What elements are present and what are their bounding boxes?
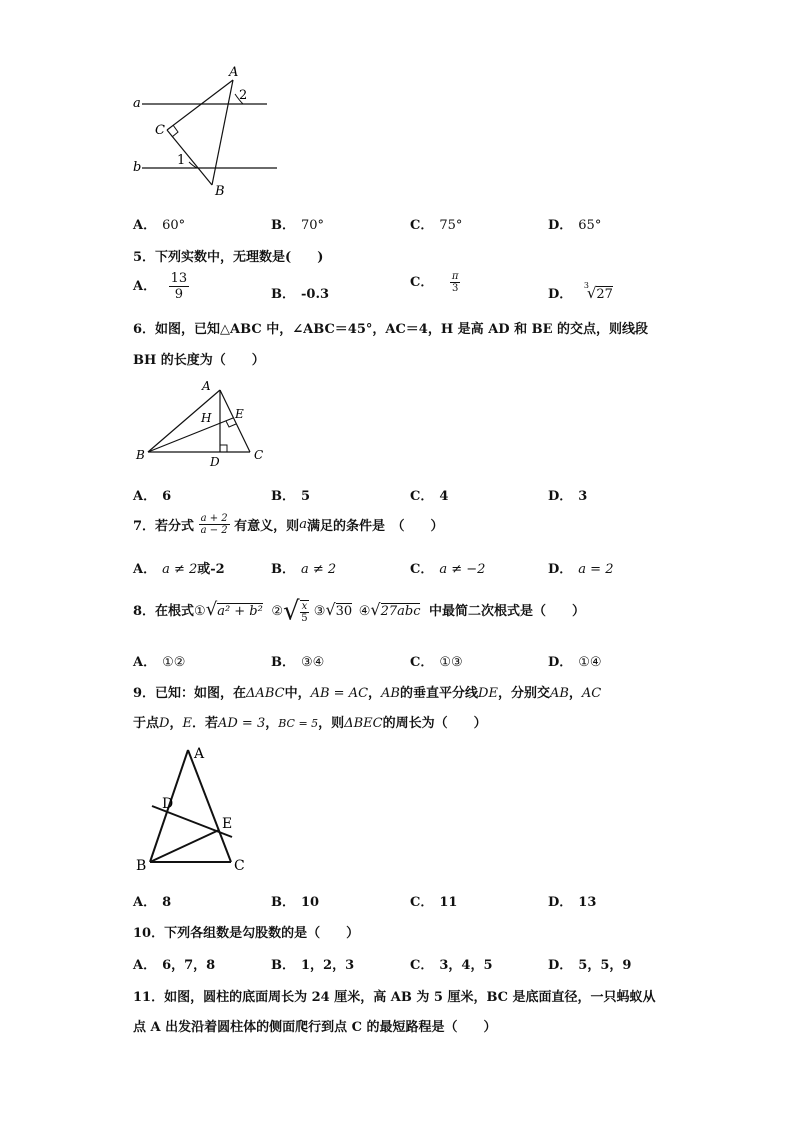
- circle-1: ①: [194, 604, 206, 619]
- figure-triangle-perpendicular-bisector: [128, 742, 268, 878]
- q5-option-d[interactable]: [548, 283, 613, 302]
- option-letter: B．: [271, 655, 295, 670]
- q10-option-a[interactable]: [133, 954, 215, 973]
- option-letter: B．: [271, 489, 295, 504]
- q8-suffix: 中最简二次根式是（ ）: [429, 604, 586, 619]
- q10-option-b[interactable]: [271, 954, 354, 973]
- option-value: 75°: [439, 218, 463, 233]
- text: 于点: [133, 716, 160, 731]
- q11-stem-line2: 点 A 出发沿着圆柱体的侧面爬行到点 C 的最短路程是（ ）: [133, 1020, 497, 1035]
- q7-option-b[interactable]: [271, 558, 336, 577]
- q6-option-a[interactable]: [133, 485, 171, 504]
- denominator: 3: [451, 283, 459, 294]
- text: 中，: [284, 686, 311, 701]
- text: ，: [368, 686, 382, 701]
- q5-stem: 5．下列实数中，无理数是( ): [133, 250, 324, 265]
- q7-option-c[interactable]: [410, 558, 485, 577]
- q4-option-a[interactable]: [133, 214, 185, 233]
- label-C: C: [254, 448, 264, 462]
- q6-option-b[interactable]: [271, 485, 310, 504]
- q7-stem: [133, 513, 443, 536]
- q9-option-d[interactable]: [548, 891, 596, 910]
- figure-triangle-abc-heights: [130, 376, 270, 471]
- option-value: 4: [439, 489, 449, 504]
- option-value: 5: [301, 489, 311, 504]
- q6-option-d[interactable]: [548, 485, 587, 504]
- option-letter: A．: [133, 958, 157, 973]
- option-letter: B．: [271, 895, 295, 910]
- root-index: 3: [583, 281, 589, 290]
- text: ，分别交: [497, 686, 550, 701]
- q8-option-b[interactable]: [271, 651, 324, 670]
- q11-stem-line1: 11．如图，圆柱的底面周长为 24 厘米，高 AB 为 5 厘米，BC 是底面直径，一只蚂蚁从: [133, 990, 656, 1005]
- label-2: 2: [239, 88, 248, 103]
- math: ΔBEC: [344, 716, 383, 731]
- math: AB = AC: [310, 686, 369, 701]
- denominator: 5: [301, 612, 308, 624]
- option-value: ①③: [439, 655, 463, 670]
- option-letter: B．: [271, 562, 295, 577]
- text: ，则: [318, 716, 345, 731]
- option-letter: D．: [548, 895, 573, 910]
- option-value: 13: [578, 895, 597, 910]
- q6-option-c[interactable]: [410, 485, 448, 504]
- label-H: H: [201, 411, 212, 425]
- option-letter: C．: [410, 218, 434, 233]
- numerator: a + 2: [200, 513, 228, 524]
- option-letter: C．: [410, 562, 434, 577]
- option-value: 3: [578, 489, 588, 504]
- q9-stem-line2: [133, 712, 487, 731]
- option-value: 1，2，3: [301, 958, 355, 973]
- q9-option-c[interactable]: [410, 891, 457, 910]
- fraction-13-9: [169, 271, 190, 302]
- q7-mid: 有意义，则: [234, 519, 300, 534]
- option-value: -0.3: [301, 287, 330, 302]
- label-D: D: [162, 796, 174, 812]
- option-letter: A．: [133, 279, 157, 294]
- text: ，: [169, 716, 183, 731]
- label-b: b: [133, 160, 142, 175]
- option-letter: C．: [410, 958, 434, 973]
- segment-be: [150, 830, 219, 862]
- label-A: A: [202, 379, 211, 393]
- q8-option-a[interactable]: [133, 651, 185, 670]
- option-value: 6: [162, 489, 172, 504]
- q5-option-c[interactable]: [410, 271, 460, 294]
- label-E: E: [235, 407, 244, 421]
- numerator: π: [451, 271, 459, 282]
- q9-stem-line1: [133, 682, 601, 701]
- label-a: a: [133, 96, 141, 111]
- radicand: 27: [596, 287, 613, 302]
- option-letter: D．: [548, 655, 573, 670]
- option-value: ③④: [301, 655, 325, 670]
- circle-2: ②: [271, 604, 284, 619]
- math: AD = 3: [217, 716, 266, 731]
- option-extra: 或-2: [197, 562, 225, 577]
- option-value: a ≠ −2: [439, 562, 486, 577]
- q4-option-c[interactable]: [410, 214, 462, 233]
- option-value: 6，7，8: [162, 958, 216, 973]
- option-value: ①④: [578, 655, 602, 670]
- side-cb: [167, 130, 212, 185]
- q10-stem: 10．下列各组数是勾股数的是（ ）: [133, 926, 360, 941]
- figure-parallel-lines: [125, 62, 285, 202]
- math: BC = 5: [278, 717, 319, 730]
- option-value: 11: [439, 895, 458, 910]
- math: AB: [549, 686, 569, 701]
- label-E: E: [222, 816, 233, 832]
- option-letter: B．: [271, 287, 295, 302]
- q6-stem-line1: 6．如图，已知△ABC 中，∠ABC＝45°，AC＝4，H 是高 AD 和 BE 的交点，则线段: [133, 322, 649, 337]
- q8-stem: [133, 596, 585, 626]
- text: 的周长为（ ）: [382, 716, 487, 731]
- sqrt-27abc: √27abc: [370, 600, 421, 619]
- numerator: 13: [170, 271, 188, 286]
- option-value: 65°: [578, 218, 602, 233]
- option-value: 3，4，5: [439, 958, 493, 973]
- option-value: a = 2: [578, 562, 614, 577]
- label-B: B: [136, 448, 145, 462]
- circle-4: ④: [358, 604, 371, 619]
- denominator: a − 2: [200, 525, 228, 536]
- radicand: a² + b²: [217, 604, 263, 619]
- q10-option-d[interactable]: [548, 954, 631, 973]
- q5-option-a[interactable]: [133, 271, 189, 302]
- option-letter: A．: [133, 655, 157, 670]
- math: AC: [581, 686, 602, 701]
- circle-3: ③: [313, 604, 326, 619]
- q7-option-d[interactable]: [548, 558, 613, 577]
- option-value: ①②: [162, 655, 186, 670]
- right-angle-e: [226, 421, 236, 427]
- fraction-a-plus-2-over-a-minus-2: [199, 513, 230, 536]
- right-angle-mark: [172, 125, 178, 137]
- sqrt-a2-b2: √a² + b²: [205, 599, 263, 620]
- sqrt-x-over-5: √ $\frac{x}{5}$: [283, 596, 308, 627]
- q9-option-b[interactable]: [271, 891, 319, 910]
- sqrt-30: √30: [325, 600, 353, 619]
- text: 的垂直平分线: [400, 686, 479, 701]
- option-letter: C．: [410, 655, 434, 670]
- q4-option-d[interactable]: [548, 214, 601, 233]
- q9-option-a[interactable]: [133, 891, 171, 910]
- label-A: A: [194, 746, 205, 762]
- option-value: 10: [301, 895, 320, 910]
- q8-option-c[interactable]: [410, 651, 463, 670]
- option-letter: D．: [548, 218, 573, 233]
- option-letter: D．: [548, 287, 573, 302]
- text: ．若: [191, 716, 218, 731]
- label-D: D: [210, 455, 220, 469]
- cube-root-27: 3 √27: [583, 281, 613, 302]
- option-letter: B．: [271, 958, 295, 973]
- q7-prefix: 7．若分式: [133, 519, 195, 534]
- math: DE: [478, 686, 498, 701]
- numerator: x: [301, 600, 308, 612]
- option-letter: D．: [548, 562, 573, 577]
- q7-var: a: [299, 517, 307, 532]
- option-letter: C．: [410, 275, 434, 290]
- option-letter: A．: [133, 489, 157, 504]
- math: ΔABC: [246, 686, 285, 701]
- q7-suffix: 满足的条件是 （ ）: [306, 519, 444, 534]
- label-A: A: [229, 65, 239, 80]
- side-ca: [167, 80, 233, 130]
- denominator: 9: [174, 287, 184, 302]
- option-value: 60°: [162, 218, 186, 233]
- option-value: a ≠ 2: [301, 562, 337, 577]
- text: 9．已知：如图，在: [133, 686, 247, 701]
- option-letter: A．: [133, 562, 157, 577]
- option-letter: D．: [548, 489, 573, 504]
- option-letter: C．: [410, 489, 434, 504]
- q7-option-a[interactable]: [133, 558, 225, 577]
- label-1: 1: [177, 153, 186, 168]
- fraction-pi-3: [450, 271, 461, 294]
- option-letter: C．: [410, 895, 434, 910]
- right-angle-d: [220, 445, 227, 452]
- q6-stem-line2: BH 的长度为（ ）: [133, 353, 265, 368]
- label-B: B: [136, 858, 147, 874]
- math: E: [182, 716, 192, 731]
- text: ，: [265, 716, 279, 731]
- side-ab: [212, 80, 233, 185]
- radicand: 27abc: [380, 604, 421, 619]
- label-C: C: [234, 858, 245, 874]
- option-value: a ≠ 2: [162, 562, 198, 577]
- q8-option-d[interactable]: [548, 651, 602, 670]
- option-letter: A．: [133, 218, 157, 233]
- option-value: 5，5，9: [578, 958, 632, 973]
- option-value: 8: [162, 895, 172, 910]
- q5-option-b[interactable]: [271, 283, 329, 302]
- option-letter: A．: [133, 895, 157, 910]
- text: ，: [568, 686, 582, 701]
- q10-option-c[interactable]: [410, 954, 493, 973]
- label-B: B: [215, 184, 225, 199]
- option-value: 70°: [301, 218, 325, 233]
- option-letter: D．: [548, 958, 573, 973]
- q4-option-b[interactable]: [271, 214, 324, 233]
- option-letter: B．: [271, 218, 295, 233]
- radicand: 30: [335, 604, 353, 619]
- math: D: [159, 716, 170, 731]
- math: AB: [381, 686, 400, 701]
- q8-prefix: 8．在根式: [133, 604, 195, 619]
- side-ac: [188, 750, 231, 862]
- label-C: C: [155, 123, 165, 138]
